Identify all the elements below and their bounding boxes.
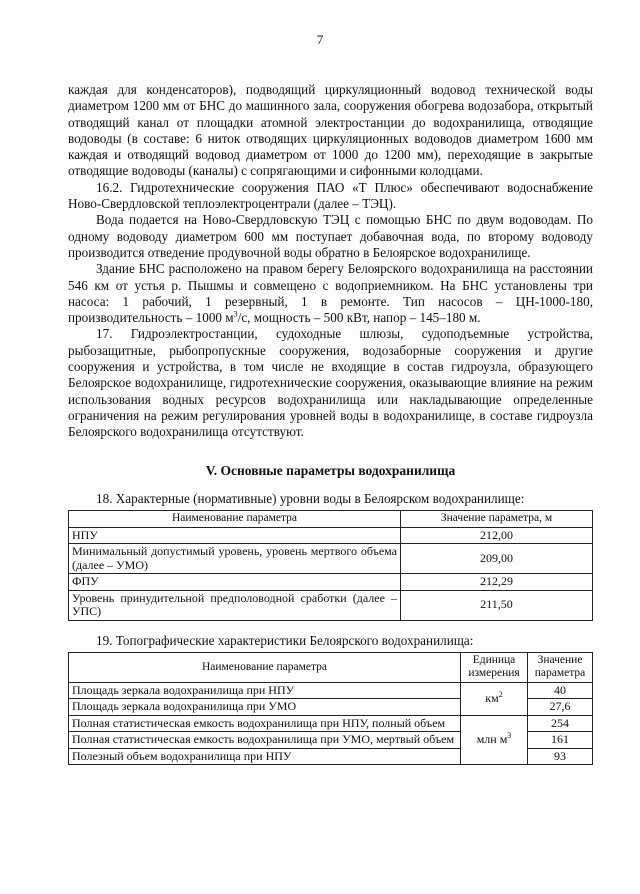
table2-cell-name: Полезный объем водохранилища при НПУ: [69, 748, 461, 765]
table1-cell-value: 211,50: [401, 590, 593, 620]
paragraph-17: 17. Гидроэлектростанции, судоходные шлюзы, судоподъемные устройства, рыбозащитные, рыбопропускные сооружения, водозаборные сооружения и другие сооружения и устройства, в том числе не входящие в состав гидроузла, образующего Белоярское водохранилище, гидротехнические сооружения, оказывающие влияние на режим использования водных ресурсов водохранилища или накладывающие определенные ограничения на режим регулирования уровней воды в водохранилище, в составе гидроузла Белоярского водохранилища отсутствуют.: [68, 326, 593, 440]
superscript-3: 3: [233, 309, 238, 319]
table2-cell-unit-volume: [461, 715, 528, 765]
paragraph-bns-text-a: Здание БНС расположено на правом берегу Белоярского водохранилища на расстоянии 546 км от устья р. Пышмы и совмещено с водоприемником. На БНС установлены три насоса: 1 рабочий, 1 резервный, 1 в ремонте. Тип насосов – ЦН-1000-180, производительность – 1000 м: [68, 261, 593, 326]
water-levels-table: [68, 510, 593, 621]
table-row: [69, 682, 593, 699]
table-row: [69, 590, 593, 620]
table2-header-row: [69, 652, 593, 682]
paragraph-16-2: 16.2. Гидротехнические сооружения ПАО «Т Плюс» обеспечивают водоснабжение Ново-Свердловской теплоэлектроцентрали (далее – ТЭЦ).: [68, 179, 593, 212]
paragraph-bns-text-b: /с, мощность – 500 кВт, напор – 145–180 м.: [237, 310, 481, 326]
table2-cell-value: 254: [528, 715, 593, 732]
table2-cell-unit-area: [461, 682, 528, 715]
topographic-table: [68, 652, 593, 766]
table2-cell-name: Площадь зеркала водохранилища при НПУ: [69, 682, 461, 699]
table1-header-name: Наименование параметра: [69, 511, 401, 528]
paragraph-continuation: каждая для конденсаторов), подводящий циркуляционный водовод технической воды диаметром 1200 мм от БНС до машинного зала, сооружения обогрева водозабора, открытый отводящий канал от площадки атомной электростанции до водохранилища, отводящие водоводы (в составе: 6 ниток отводящих циркуляционных водоводов диаметром 1600 мм каждая и отводящий водовод диаметром от 1000 до 1200 мм), переходящие в закрытые отводящие водоводы (каналы) с сопрягающими и сифонными колодцами.: [68, 82, 593, 179]
table-row: [69, 544, 593, 574]
table1-cell-name: Минимальный допустимый уровень, уровень мертвого объема (далее – УМО): [69, 544, 401, 574]
table1-cell-value: 212,29: [401, 574, 593, 591]
page-number: 7: [316, 32, 324, 47]
superscript-2: 2: [498, 690, 503, 700]
section-heading: V. Основные параметры водохранилища: [205, 462, 456, 478]
table1-header-row: [69, 511, 593, 528]
table2-caption: 19. Топографические характеристики Белоярского водохранилища:: [96, 632, 474, 648]
table2-cell-value: 40: [528, 682, 593, 699]
table2-cell-value: 93: [528, 748, 593, 765]
table1-cell-name: ФПУ: [69, 574, 401, 591]
paragraph-water-supply: Вода подается на Ново-Свердловскую ТЭЦ с помощью БНС по двум водоводам. По одному водоводу диаметром 600 мм поступает добавочная вода, по второму водоводу производится отведение продувочной воды обратно в Белоярское водохранилище.: [68, 212, 593, 260]
table1-cell-value: 212,00: [401, 527, 593, 544]
unit-km: км: [485, 691, 499, 706]
table2-cell-value: 27,6: [528, 699, 593, 716]
table-row: [69, 574, 593, 591]
table1-cell-value: 209,00: [401, 544, 593, 574]
paragraph-bns-building: [68, 261, 593, 326]
table2-header-value: Значение параметра: [528, 652, 593, 682]
table2-header-name: Наименование параметра: [69, 652, 461, 682]
table2-header-unit: Единица измерения: [461, 652, 528, 682]
table1-header-value: Значение параметра, м: [401, 511, 593, 528]
table2-cell-name: Полная статистическая емкость водохранилища при НПУ, полный объем: [69, 715, 461, 732]
table1-caption: 18. Характерные (нормативные) уровни воды в Белоярском водохранилище:: [96, 490, 525, 506]
unit-mln: млн м: [476, 732, 508, 747]
table1-cell-name: НПУ: [69, 527, 401, 544]
table-row: [69, 527, 593, 544]
table2-cell-value: 161: [528, 732, 593, 749]
table1-cell-name: Уровень принудительной предполоводной сработки (далее – УПС): [69, 590, 401, 620]
table2-cell-name: Полная статистическая емкость водохранилища при УМО, мертвый объем: [69, 732, 461, 749]
table-row: [69, 715, 593, 732]
document-body: [68, 82, 593, 765]
superscript-3: 3: [507, 731, 512, 741]
table2-cell-name: Площадь зеркала водохранилища при УМО: [69, 699, 461, 716]
